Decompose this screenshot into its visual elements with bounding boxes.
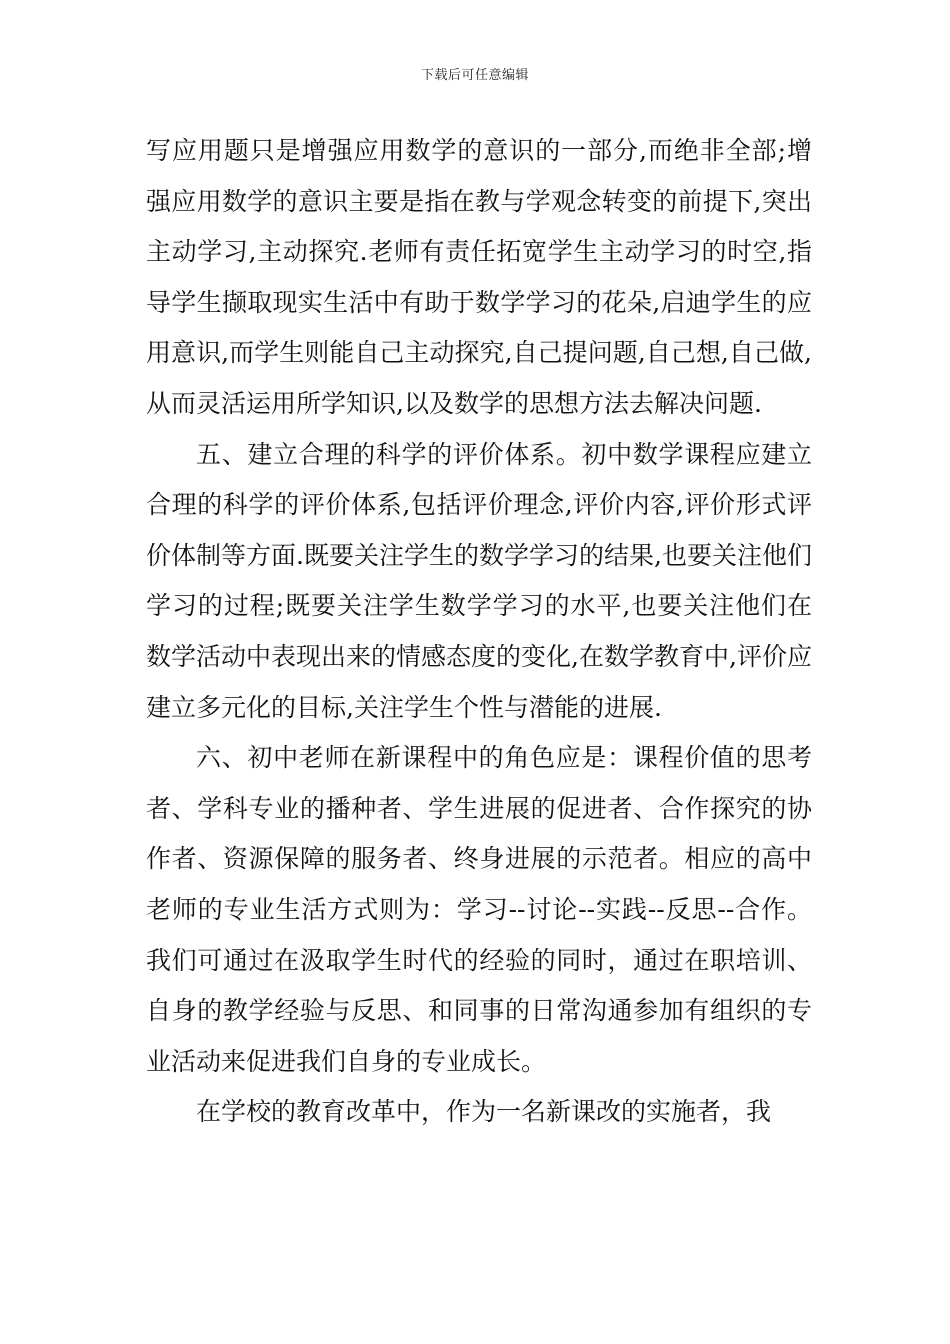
document-body: [146, 126, 812, 1138]
paragraph-section-five: 五、建立合理的科学的评价体系。初中数学课程应建立合理的科学的评价体系,包括评价理念,评价内容,评价形式评价体制等方面.既要关注学生的数学学习的结果,也要关注他们学习的过程;既要关注学生数学学习的水平,也要关注他们在数学活动中表现出来的情感态度的变化,在数学教育中,评价应建立多元化的目标,关注学生个性与潜能的进展.: [146, 439, 812, 722]
paragraph-conclusion-start: 在学校的教育改革中，作为一名新课改的实施者，我: [196, 1097, 772, 1127]
paragraph-continued: 写应用题只是增强应用数学的意识的一部分,而绝非全部;增强应用数学的意识主要是指在教与学观念转变的前提下,突出主动学习,主动探究.老师有责任拓宽学生主动学习的时空,指导学生撷取现实生活中有助于数学学习的花朵,启迪学生的应用意识,而学生则能自己主动探究,自己提问题,自己想,自己做,从而灵活运用所学知识,以及数学的思想方法去解决问题.: [146, 136, 812, 418]
paragraph-section-six: 六、初中老师在新课程中的角色应是：课程价值的思考者、学科专业的播种者、学生进展的促进者、合作探究的协作者、资源保障的服务者、终身进展的示范者。相应的高中老师的专业生活方式则为：学习--讨论--实践--反思--合作。我们可通过在汲取学生时代的经验的同时，通过在职培训、自身的教学经验与反思、和同事的日常沟通参加有组织的专业活动来促进我们自身的专业成长。: [146, 743, 812, 1076]
page-header: 下载后可任意编辑: [420, 68, 529, 83]
